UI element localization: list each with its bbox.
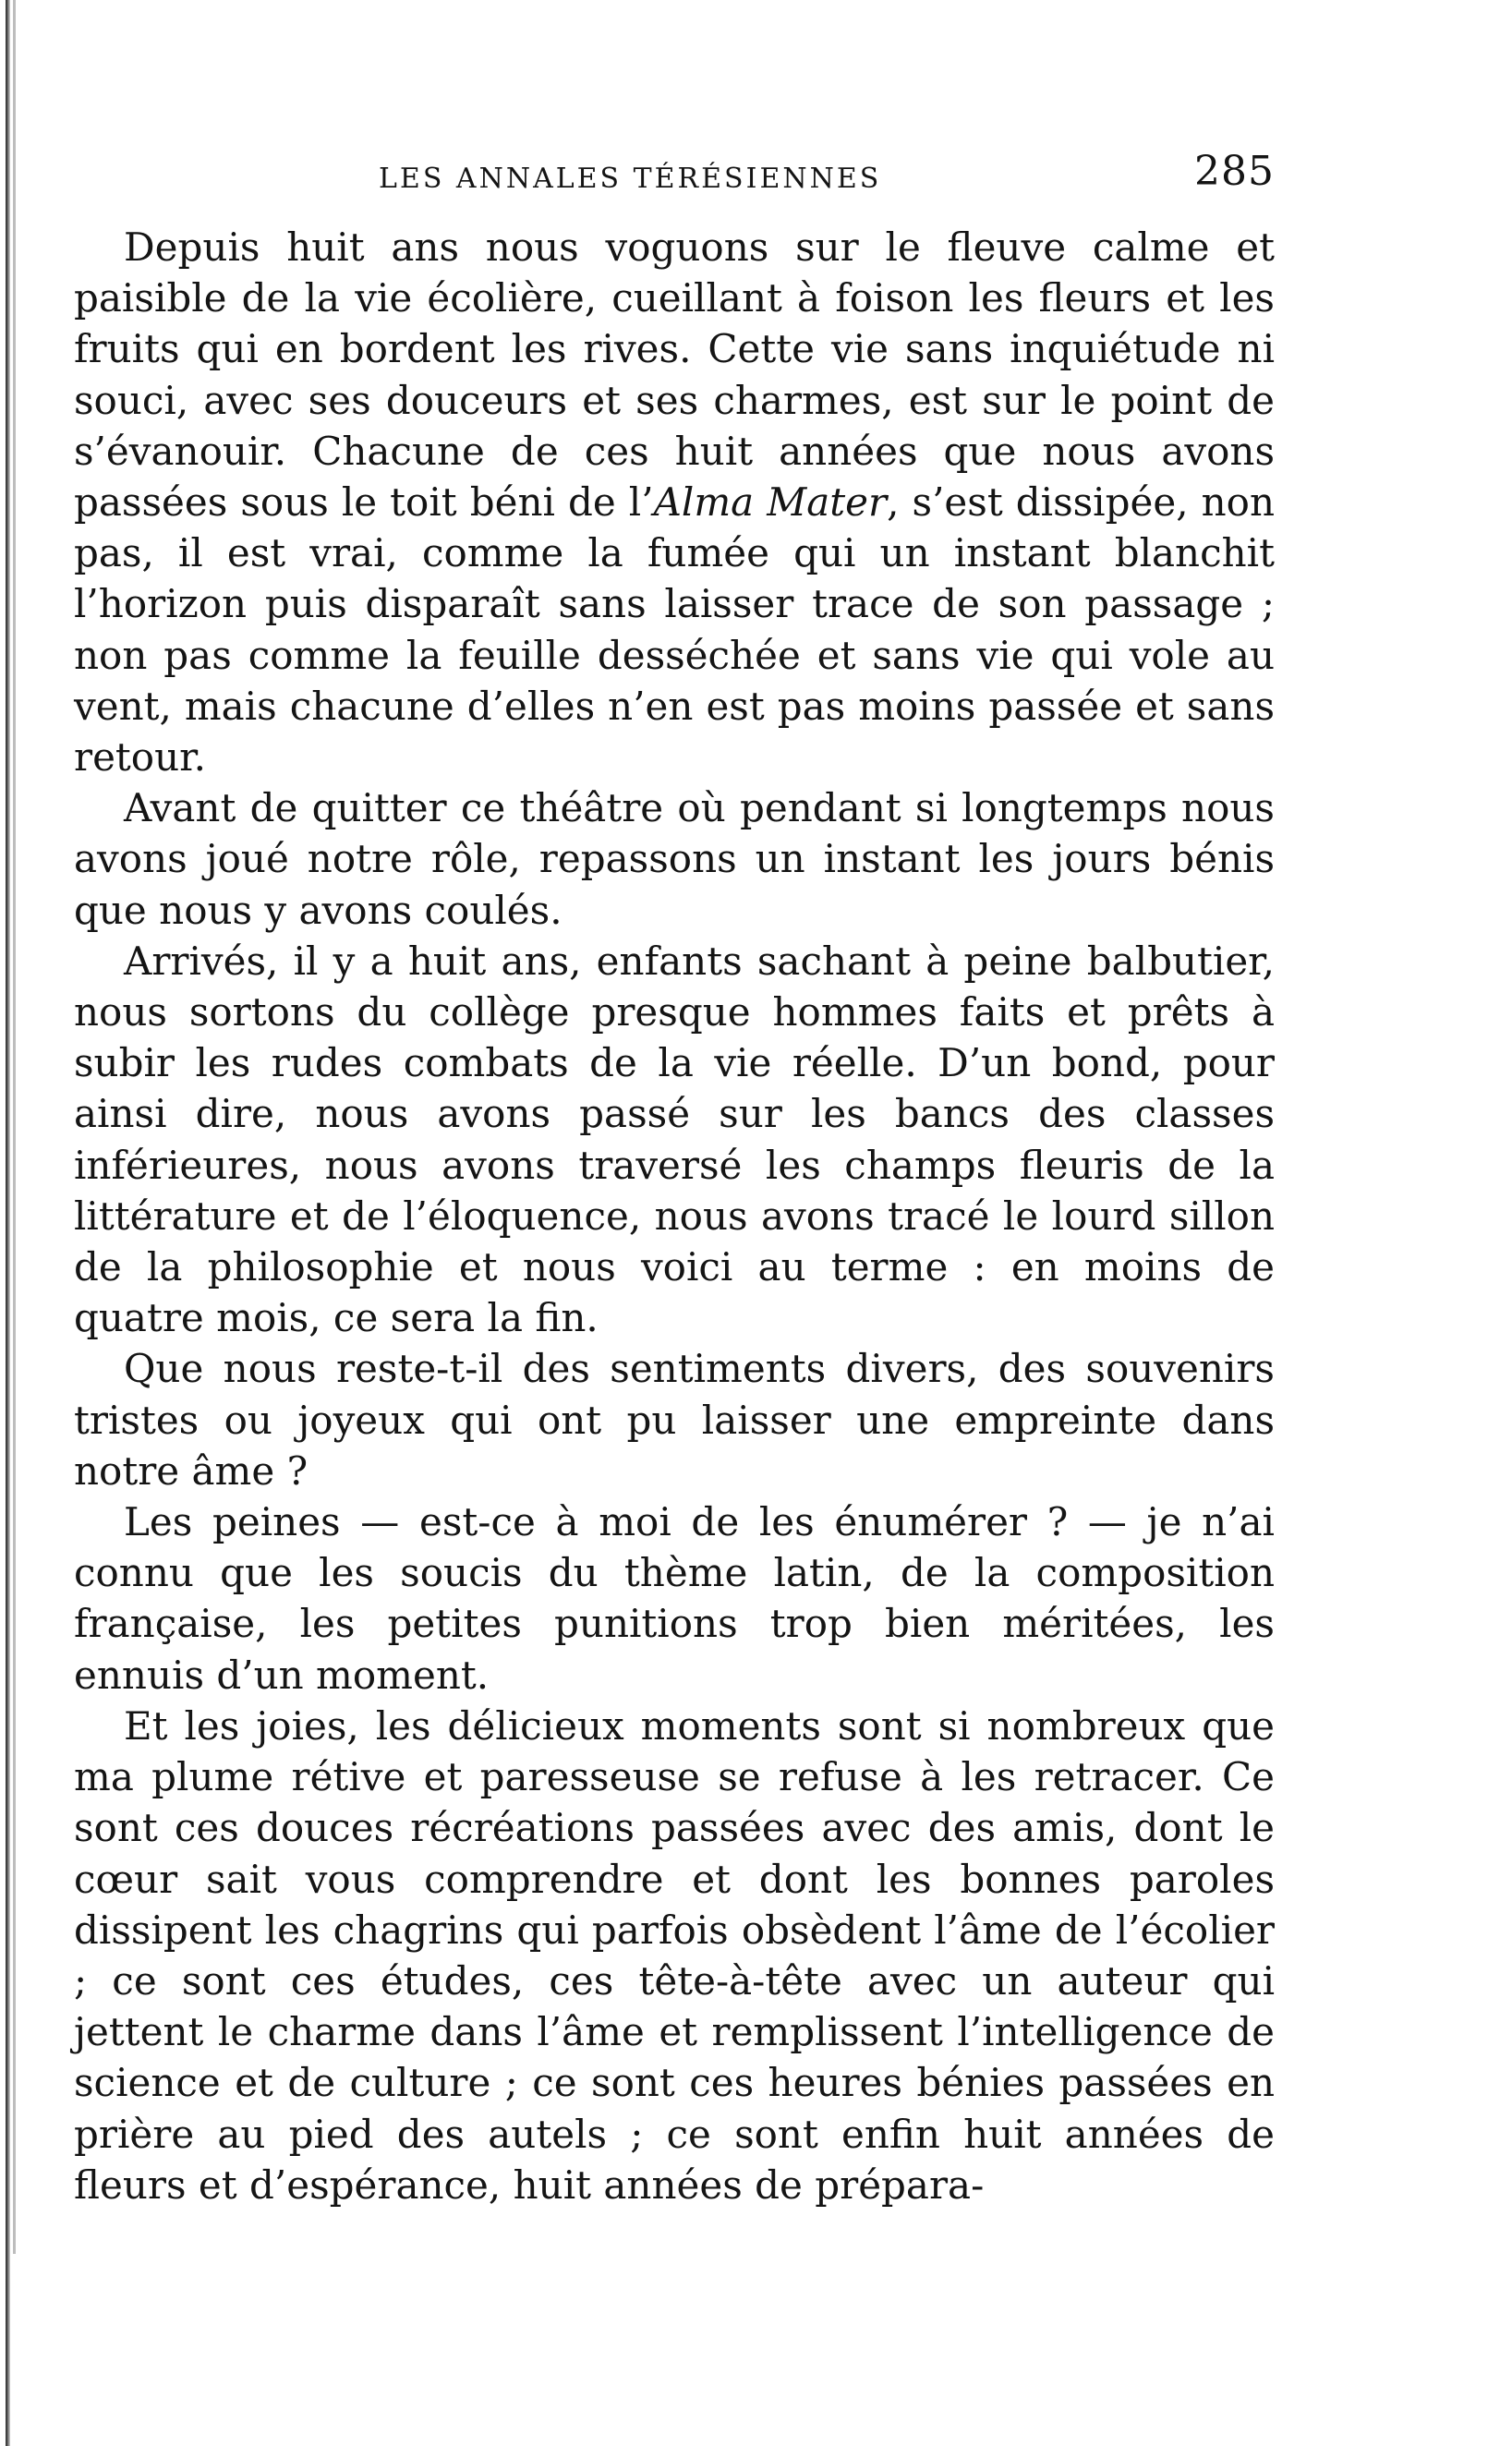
paragraph-2: Avant de quitter ce théâtre où pendant si longtemps nous avons joué notre rôle, repassons un instant les jours bénis que nous y avons coulés. (74, 785, 1275, 933)
page-header (74, 139, 1275, 203)
page-edge-shadow-inner (13, 0, 16, 2254)
book-page (74, 139, 1275, 2210)
paragraph-5: Les peines — est-ce à moi de les énumérer ? — je n’ai connu que les soucis du thème latin, de la composition française, les petites punitions trop bien méritées, les ennuis d’un moment. (74, 1499, 1275, 1698)
running-head: LES ANNALES TÉRÉSIENNES (379, 163, 882, 195)
page-edge-shadow (6, 0, 10, 2446)
paragraph-3: Arrivés, il y a huit ans, enfants sachant à peine balbutier, nous sortons du collège presque hommes faits et prêts à subir les rudes combats de la vie réelle. D’un bond, pour ainsi dire, nous avons passé sur les bancs des classes inférieures, nous avons traversé les champs fleuris de la littérature et de l’éloquence, nous avons tracé le lourd sillon de la philosophie et nous voici au terme : en moins de quatre mois, ce sera la fin. (74, 938, 1275, 1341)
paragraph-1-italic: Alma Mater (653, 479, 888, 526)
paragraph-1-text-b: , s’est dissipée, non pas, il est vrai, comme la fumée qui un instant blanchit l’horizon puis disparaît sans laisser trace de son passage ; non pas comme la feuille desséchée et sans vie qui vole au vent, mais chacune d’elles n’en est pas moins passée et sans retour. (74, 479, 1275, 781)
paragraph-1-text-a: Depuis huit ans nous voguons sur le fleuve calme et paisible de la vie écolière, cueillant à foison les fleurs et les fruits qui en bordent les rives. Cette vie sans inquiétude ni souci, avec ses douceurs et ses charmes, est sur le point de s’évanouir. Chacune de ces huit années que nous avons passées sous le toit béni de l’ (74, 224, 1275, 526)
paragraph-1 (74, 222, 1275, 782)
paragraph-6: Et les joies, les délicieux moments sont si nombreux que ma plume rétive et paresseuse se refuse à les retracer. Ce sont ces douces récréations passées avec des amis, dont le cœur sait vous comprendre et dont les bonnes paroles dissipent les chagrins qui parfois obsèdent l’âme de l’écolier ; ce sont ces études, ces tête-à-tête avec un auteur qui jettent le charme dans l’âme et remplissent l’intelligence de science et de culture ; ce sont ces heures bénies passées en prière au pied des autels ; ce sont enfin huit années de fleurs et d’espérance, huit années de prépara- (74, 1702, 1275, 2208)
paragraph-4: Que nous reste-t-il des sentiments divers, des souvenirs tristes ou joyeux qui ont pu laisser une empreinte dans notre âme ? (74, 1346, 1275, 1494)
body-text (74, 222, 1275, 2210)
page-number: 285 (1194, 148, 1275, 195)
